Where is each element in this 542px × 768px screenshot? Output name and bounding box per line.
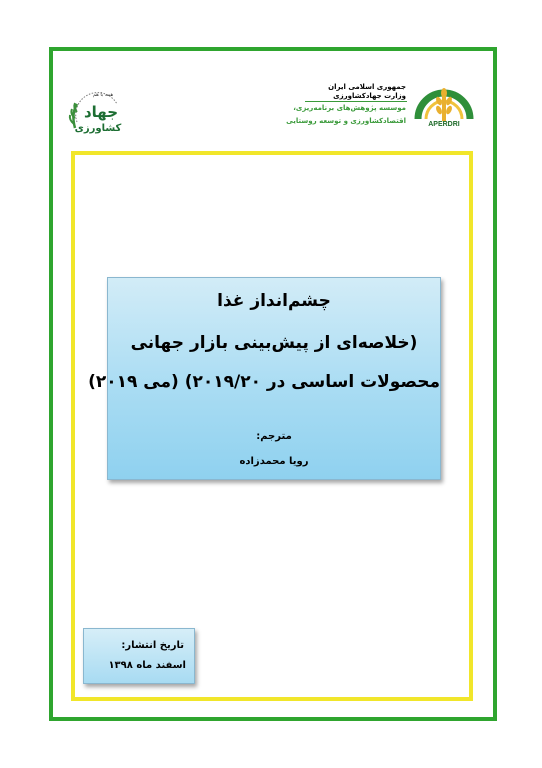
- document-title: چشم‌انداز غذا: [217, 291, 331, 311]
- publication-date-box: [83, 628, 195, 684]
- wheat-emblem-icon: [412, 79, 476, 137]
- document-subtitle-line2: محصولات اساسی در ۲۰۱۹/۲۰) (می ۲۰۱۹): [88, 372, 440, 392]
- org-institute-line2: اقتصادکشاورزی و توسعه روستایی: [286, 117, 406, 125]
- org-ministry-line: وزارت جهادکشاورزی: [333, 92, 406, 100]
- title-box: [88, 277, 441, 480]
- org-institute-line1: موسسه پژوهش‌های برنامه‌ریزی،: [293, 104, 406, 112]
- org-acronym: APERDRI: [428, 121, 460, 128]
- org-divider: [305, 101, 407, 102]
- svg-text:کشاورزی: کشاورزی: [74, 123, 122, 134]
- org-country-line: جمهوری اسلامی ایران: [328, 83, 406, 91]
- jihad-keshavarzi-logo-icon: [67, 84, 127, 144]
- publication-date-label: تاریخ انتشار:: [121, 640, 184, 651]
- svg-text:همه با هم: همه با هم: [92, 92, 114, 98]
- svg-text:جهاد: جهاد: [83, 103, 119, 121]
- publication-date-value: اسفند ماه ۱۳۹۸: [108, 660, 186, 671]
- translator-name: رویا محمدزاده: [239, 456, 309, 467]
- translator-label: مترجم:: [256, 431, 292, 442]
- document-subtitle-line1: (خلاصه‌ای از پیش‌بینی بازار جهانی: [130, 333, 418, 353]
